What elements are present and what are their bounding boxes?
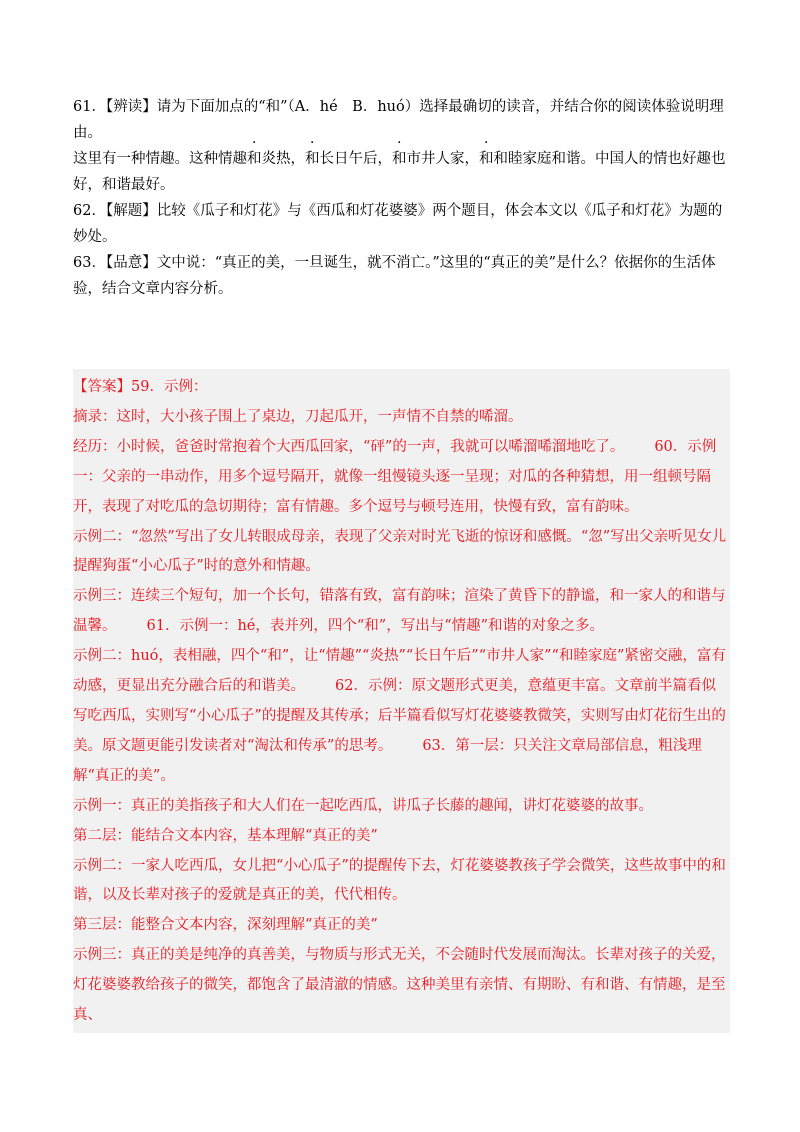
passage-text: 炎热， [261,151,305,167]
question-61-passage [73,146,728,198]
answer-63-level-3: 第三层：能整合文本内容，深刻理解“真正的美” [73,917,378,934]
answer-excerpt: 摘录：这时，大小孩子围上了桌边，刀起瓜开，一声情不自禁的唏溜。 [73,408,523,425]
answer-63-example-3: 示例三：真正的美是纯净的真善美，与物质与形式无关，不会随时代发展而淘汰。长辈对孩子的关爱，灯花婆婆教给孩子的微笑，都饱含了最清澈的情感。这种美里有亲情、有期盼、有和谐、有情趣，是至真、 [73,947,726,1024]
answer-paragraph [73,642,730,792]
answer-text [73,369,730,1031]
dotted-he: 和 [392,151,407,167]
answer-paragraph [73,582,730,642]
answer-63-example-1: 示例一：真正的美指孩子和大人们在一起吃西瓜，讲瓜子长藤的趣闻，讲灯花婆婆的故事。 [73,797,653,814]
dotted-he: 和 [305,151,320,167]
answer-63-level-2: 第二层：能结合文本内容，基本理解“真正的美” [73,827,378,844]
question-61-text: 61．【辨读】请为下面加点的“和”（A．hé B．huó）选择最确切的读音，并结合你的阅读体验说明理由。 [73,99,724,141]
answer-heading: 【答案】59．示例： [73,379,208,395]
answer-61-example-2: 示例二：huó，表相融，四个“和”，让“情趣”“炎热”“长日午后”“市井人家”“和睦家庭”紧密交融，富有动感，更显出充分融合后的和谐美。 [73,648,726,695]
answer-section [73,369,730,1033]
answer-63-example-2: 示例二：一家人吃西瓜，女儿把“小心瓜子”的提醒传下去，灯花婆婆教孩子学会微笑，这些故事中的和谐，以及长辈对孩子的爱就是真正的美，代代相传。 [73,857,726,904]
passage-text: 市井人家， [406,151,479,167]
answer-paragraph [73,433,730,523]
answer-63-level-1: 63．第一层：只关注文章局部信息，粗浅理解“真正的美”。 [73,737,702,784]
answer-62: 62．示例：原文题形式更美，意蕴更丰富。文章前半篇看似写吃西瓜，实则写“小心瓜子”的提醒及其传承；后半篇看似写灯花婆婆教微笑，实则写由灯花衍生出的美。原文题更能引发读者对“淘汰和传承”的思考。 [73,678,726,754]
answer-60-example-1: 60．示例一：父亲的一串动作，用多个逗号隔开，就像一组慢镜头逐一呈现；对瓜的各种猜想，用一组顿号隔开，表现了对吃瓜的急切期待；富有情趣。多个逗号与顿号连用，快慢有致，富有韵味。 [73,438,717,515]
dotted-he: 和 [479,151,494,167]
passage-text: 长日午后， [319,151,392,167]
answer-60-example-3: 示例三：连续三个短句，加一个长句，错落有致，富有韵味；渲染了黄昏下的静谧，和一家人的和谐与温馨。 [73,588,726,635]
answer-61-example-1: 61．示例一：hé，表并列，四个“和”，写出与“情趣”和谐的对象之多。 [146,618,605,635]
dotted-he: 和 [247,151,262,167]
question-62: 62．【解题】比较《瓜子和灯花》与《西瓜和灯花婆婆》两个题目，体会本文以《瓜子和灯花》为题的妙处。 [73,203,723,245]
passage-text: 这里有一种情趣。这种情趣 [73,151,247,167]
questions-section [73,94,728,302]
answer-experience: 经历：小时候，爸爸时常抱着个大西瓜回家，“砰”的一声，我就可以唏溜唏溜地吃了。 [73,438,625,455]
question-63: 63．【品意】文中说：“真正的美，一旦诞生，就不消亡。”这里的“真正的美”是什么？依据你的生活体验，结合文章内容分析。 [73,255,716,297]
answer-60-example-2: 示例二：“忽然”写出了女儿转眼成母亲，表现了父亲对时光飞逝的惊讶和感慨。“忽”写出父亲听见女儿提醒狗蛋“小心瓜子”时的意外和情趣。 [73,528,727,575]
passage-text: 和睦家庭和谐。中国人的情也好趣也好，和谐最好。 [73,151,726,193]
